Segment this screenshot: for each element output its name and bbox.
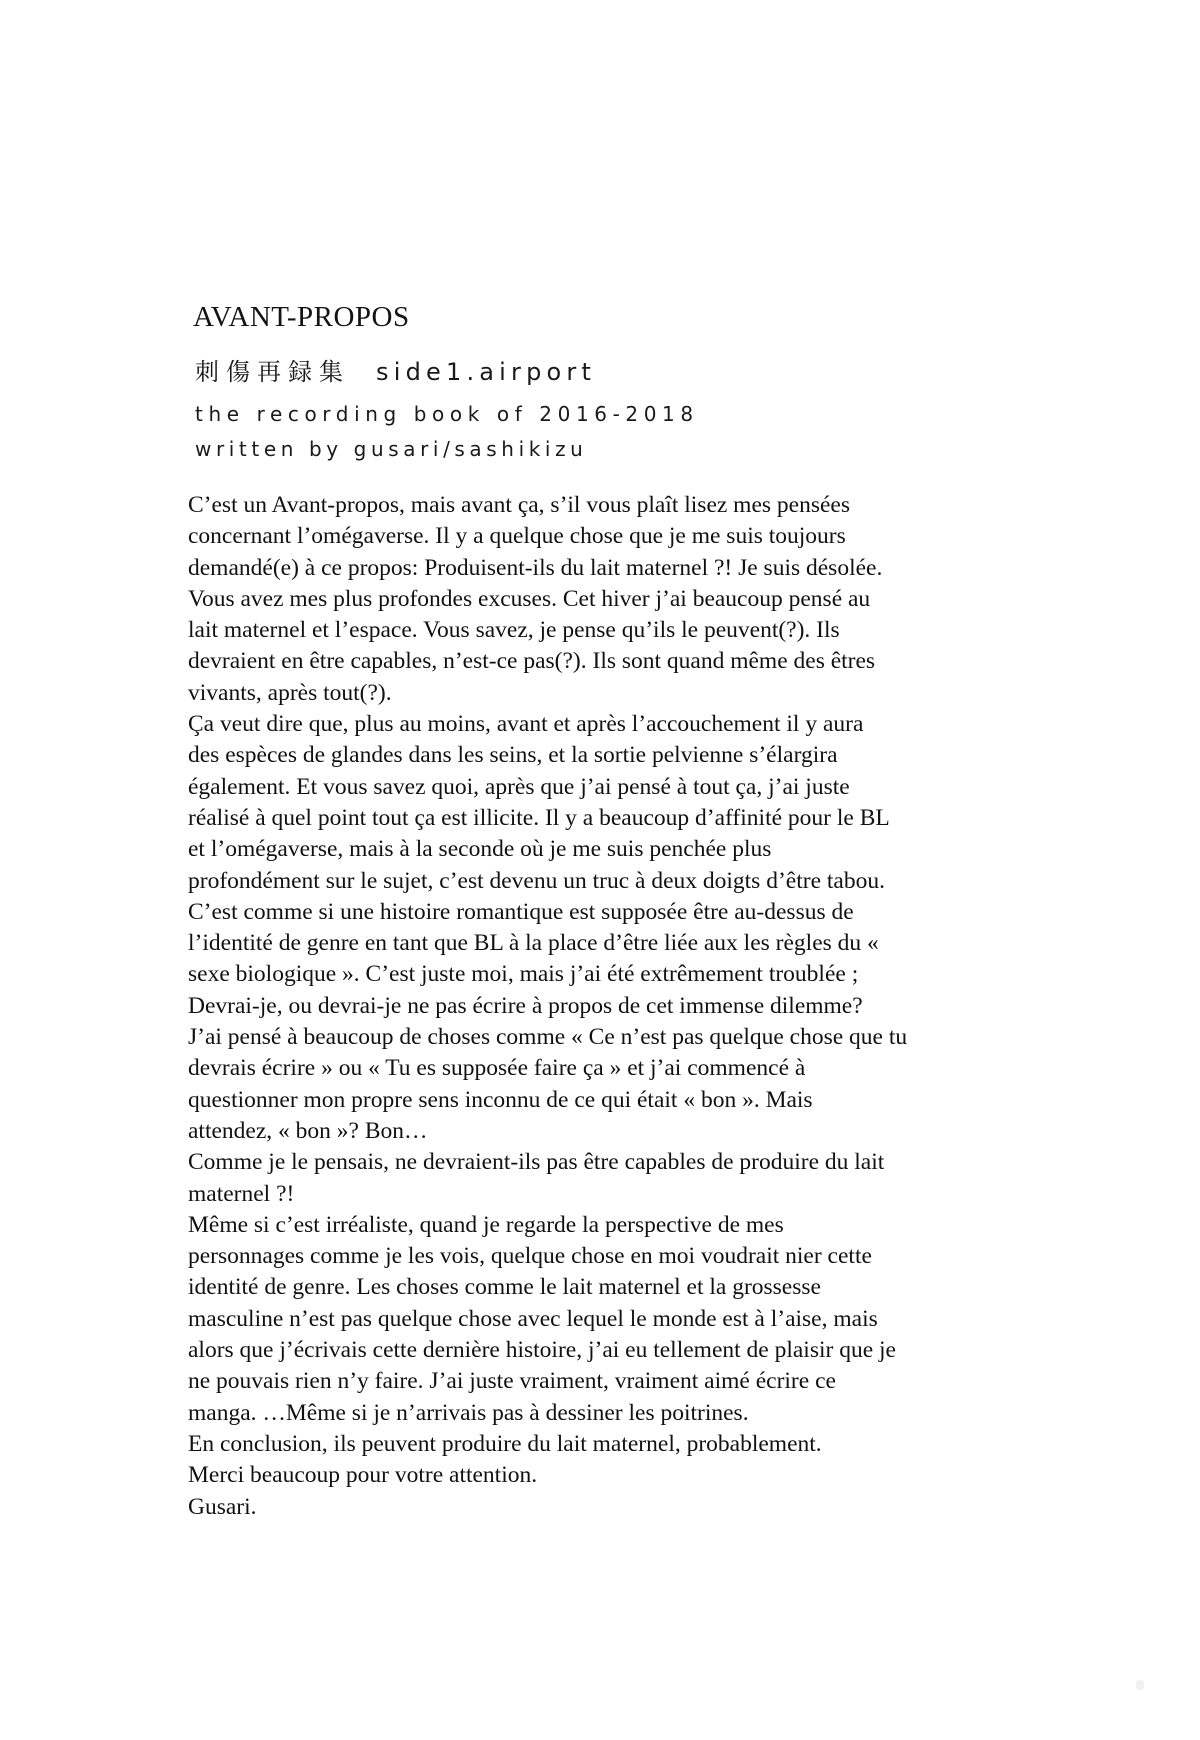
body-line: C’est comme si une histoire romantique est supposée être au-dessus de <box>188 898 854 925</box>
body-line: et l’omégaverse, mais à la seconde où je me suis penchée plus <box>188 836 772 863</box>
japanese-book-title: 刺傷再録集 <box>195 358 350 386</box>
body-line: demandé(e) à ce propos: Produisent-ils du lait maternel ?! Je suis désolée. <box>188 554 883 581</box>
body-line: devrais écrire » ou « Tu es supposée faire ça » et j’ai commencé à <box>188 1055 806 1082</box>
body-line: Vous avez mes plus profondes excuses. Cet hiver j’ai beaucoup pensé au <box>188 585 871 612</box>
book-side-title: side1.airport <box>376 358 597 386</box>
body-line: concernant l’omégaverse. Il y a quelque chose que je me suis toujours <box>188 523 846 550</box>
body-line: l’identité de genre en tant que BL à la place d’être liée aux les règles du « <box>188 930 879 957</box>
body-line: Comme je le pensais, ne devraient-ils pas être capables de produire du lait <box>188 1149 885 1176</box>
recording-book-line: the recording book of 2016-2018 <box>195 402 699 426</box>
body-line: masculine n’est pas quelque chose avec lequel le monde est à l’aise, mais <box>188 1305 878 1332</box>
body-line: alors que j’écrivais cette dernière histoire, j’ai eu tellement de plaisir que je <box>188 1337 896 1364</box>
body-line: J’ai pensé à beaucoup de choses comme « Ce n’est pas quelque chose que tu <box>188 1024 908 1051</box>
body-line: Même si c’est irréaliste, quand je regarde la perspective de mes <box>188 1211 784 1238</box>
body-line: attendez, « bon »? Bon… <box>188 1117 428 1144</box>
body-line: Devrai-je, ou devrai-je ne pas écrire à propos de cet immense dilemme? <box>188 992 863 1019</box>
body-line: Ça veut dire que, plus au moins, avant et après l’accouchement il y aura <box>188 711 864 738</box>
body-line: profondément sur le sujet, c’est devenu un truc à deux doigts d’être tabou. <box>188 867 885 894</box>
body-line: également. Et vous savez quoi, après que j’ai pensé à tout ça, j’ai juste <box>188 773 850 800</box>
signature: Gusari. <box>188 1493 257 1520</box>
body-line: En conclusion, ils peuvent produire du lait maternel, probablement. <box>188 1430 822 1457</box>
body-line: sexe biologique ». C’est juste moi, mais j’ai été extrêmement troublée ; <box>188 961 859 988</box>
body-line: personnages comme je les vois, quelque chose en moi voudrait nier cette <box>188 1243 872 1270</box>
author-credit: written by gusari/sashikizu <box>195 437 588 461</box>
scan-artifact <box>1136 1680 1144 1690</box>
body-line: vivants, après tout(?). <box>188 679 392 706</box>
body-line: des espèces de glandes dans les seins, et la sortie pelvienne s’élargira <box>188 742 838 769</box>
book-subtitle <box>195 356 596 388</box>
body-line: questionner mon propre sens inconnu de ce qui était « bon ». Mais <box>188 1086 813 1113</box>
body-line: ne pouvais rien n’y faire. J’ai juste vraiment, vraiment aimé écrire ce <box>188 1368 836 1395</box>
page-title: AVANT-PROPOS <box>193 301 410 333</box>
body-line: manga. …Même si je n’arrivais pas à dessiner les poitrines. <box>188 1399 749 1426</box>
body-line: réalisé à quel point tout ça est illicite. Il y a beaucoup d’affinité pour le BL <box>188 804 890 831</box>
body-line: C’est un Avant-propos, mais avant ça, s’il vous plaît lisez mes pensées <box>188 492 850 518</box>
body-line: maternel ?! <box>188 1180 295 1207</box>
foreword-body <box>188 490 1088 1523</box>
body-line: Merci beaucoup pour votre attention. <box>188 1462 538 1489</box>
body-line: devraient en être capables, n’est-ce pas(?). Ils sont quand même des êtres <box>188 648 876 675</box>
body-line: identité de genre. Les choses comme le lait maternel et la grossesse <box>188 1274 821 1301</box>
body-line: lait maternel et l’espace. Vous savez, je pense qu’ils le peuvent(?). Ils <box>188 617 840 644</box>
